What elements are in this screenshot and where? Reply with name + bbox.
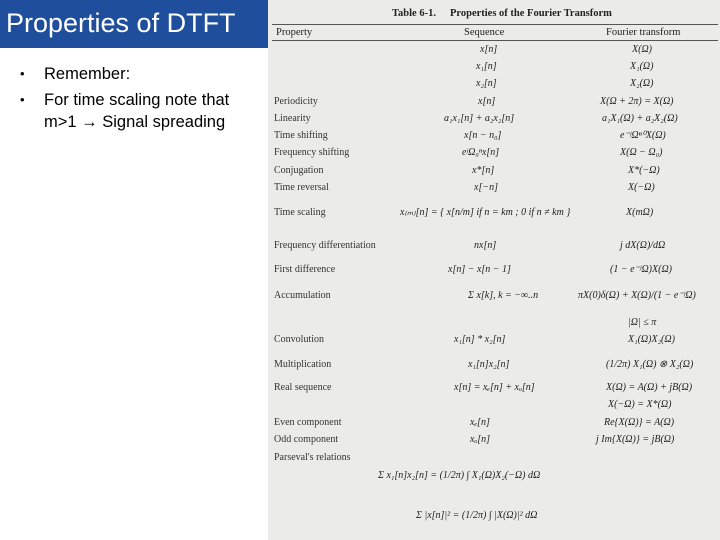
table-cell-sequence: x[n] = xₑ[n] + xₒ[n] xyxy=(454,382,535,393)
bullet-item xyxy=(20,63,270,85)
table-cell-transform: X(Ω) = A(Ω) + jB(Ω) xyxy=(606,382,693,393)
table-cell-transform: j dX(Ω)/dΩ xyxy=(620,240,666,251)
table-cell-transform: j Im{X(Ω)} = jB(Ω) xyxy=(596,434,675,445)
bullet-dot-icon: • xyxy=(20,66,25,81)
table-cell-transform: X₁(Ω) xyxy=(630,61,654,72)
column-header-property: Property xyxy=(276,27,313,38)
table-cell-transform: (1/2π) X₁(Ω) ⊗ X₂(Ω) xyxy=(606,359,694,370)
table-cell-property: Real sequence xyxy=(274,382,332,393)
table-cell-property: Time reversal xyxy=(274,182,329,193)
table-cell-transform: X(Ω + 2π) = X(Ω) xyxy=(600,96,674,107)
table-cell-transform: a₁X₁(Ω) + a₂X₂(Ω) xyxy=(602,113,678,124)
table-caption-number: Table 6-1. xyxy=(392,8,436,19)
column-header-transform: Fourier transform xyxy=(606,27,681,38)
table-cell-sequence: x₁[n] xyxy=(476,61,497,72)
table-cell-property: First difference xyxy=(274,264,336,275)
table-cell-sequence: nx[n] xyxy=(474,240,497,251)
table-rule-header xyxy=(272,40,718,41)
table-cell-transform: |Ω| ≤ π xyxy=(628,317,657,328)
table-cell-transform: X(−Ω) xyxy=(628,182,655,193)
table-cell-property: Periodicity xyxy=(274,96,318,107)
table-cell-transform: Re{X(Ω)} = A(Ω) xyxy=(604,417,675,428)
table-cell-sequence: x[n] xyxy=(480,44,498,55)
table-cell-property: Convolution xyxy=(274,334,325,345)
table-cell-transform: X(Ω) xyxy=(632,44,652,55)
table-cell-transform: X₁(Ω)X₂(Ω) xyxy=(628,334,675,345)
bullet-item xyxy=(20,89,270,133)
table-cell-property: Multiplication xyxy=(274,359,332,370)
bullet-text: Remember: xyxy=(44,65,131,83)
table-rule-top xyxy=(272,24,718,25)
column-header-sequence: Sequence xyxy=(464,27,505,38)
table-cell-sequence: xₒ[n] xyxy=(470,434,491,445)
table-cell-sequence: x*[n] xyxy=(472,165,495,176)
table-cell-property: Time shifting xyxy=(274,130,328,141)
table-caption xyxy=(392,8,612,19)
table-scan-image xyxy=(268,0,720,540)
table-cell-property: Conjugation xyxy=(274,165,324,176)
table-cell-sequence: a₁x₁[n] + a₂x₂[n] xyxy=(444,113,515,124)
table-cell-sequence: x[n] xyxy=(478,96,496,107)
table-cell-transform: X(Ω − Ω₀) xyxy=(620,147,663,158)
table-cell-sequence: x[n − n₀] xyxy=(464,130,502,141)
table-cell-sequence: x[n] − x[n − 1] xyxy=(448,264,511,275)
table-cell-sequence: x₁[n]x₂[n] xyxy=(468,359,510,370)
bullet-list xyxy=(20,63,270,137)
table-cell-transform: X₂(Ω) xyxy=(630,78,654,89)
table-cell-sequence: x[−n] xyxy=(474,182,498,193)
parseval-relation-1: Σ x₁[n]x₂[n] = (1/2π) ∫ X₁(Ω)X₂(−Ω) dΩ xyxy=(378,470,541,481)
slide-title: Properties of DTFT xyxy=(0,0,268,48)
table-cell-property: Frequency shifting xyxy=(274,147,350,158)
parseval-relation-2: Σ |x[n]|² = (1/2π) ∫ |X(Ω)|² dΩ xyxy=(416,510,538,521)
table-cell-property: Time scaling xyxy=(274,207,326,218)
table-cell-property: Accumulation xyxy=(274,290,331,301)
table-cell-sequence: x₍ₘ₎[n] = { x[n/m] if n = km ; 0 if n ≠ km } xyxy=(400,207,571,218)
table-cell-sequence: xₑ[n] xyxy=(470,417,490,428)
table-cell-sequence: x₂[n] xyxy=(476,78,497,89)
table-cell-transform: X(mΩ) xyxy=(626,207,654,218)
table-caption-title: Properties of the Fourier Transform xyxy=(449,8,612,19)
table-cell-property: Odd component xyxy=(274,434,339,445)
table-cell-transform: e⁻ʲΩⁿ⁰X(Ω) xyxy=(620,130,666,141)
table-cell-transform: X*(−Ω) xyxy=(628,165,660,176)
table-cell-property: Linearity xyxy=(274,113,311,124)
bullet-dot-icon: • xyxy=(20,92,25,107)
table-cell-sequence: Σ x[k], k = −∞..n xyxy=(468,290,539,301)
table-cell-property: Parseval's relations xyxy=(274,452,351,463)
table-cell-transform: πX(0)δ(Ω) + X(Ω)/(1 − e⁻ʲΩ) xyxy=(578,290,696,301)
table-cell-property: Frequency differentiation xyxy=(274,240,376,251)
table-cell-sequence: eʲΩ₀ⁿx[n] xyxy=(462,147,500,158)
table-cell-transform: (1 − e⁻ʲΩ)X(Ω) xyxy=(610,264,673,275)
table-cell-sequence: x₁[n] * x₂[n] xyxy=(454,334,506,345)
table-cell-property: Even component xyxy=(274,417,342,428)
bullet-text: For time scaling note that m>1 → Signal spreading xyxy=(44,91,230,131)
table-cell-transform: X(−Ω) = X*(Ω) xyxy=(608,399,672,410)
